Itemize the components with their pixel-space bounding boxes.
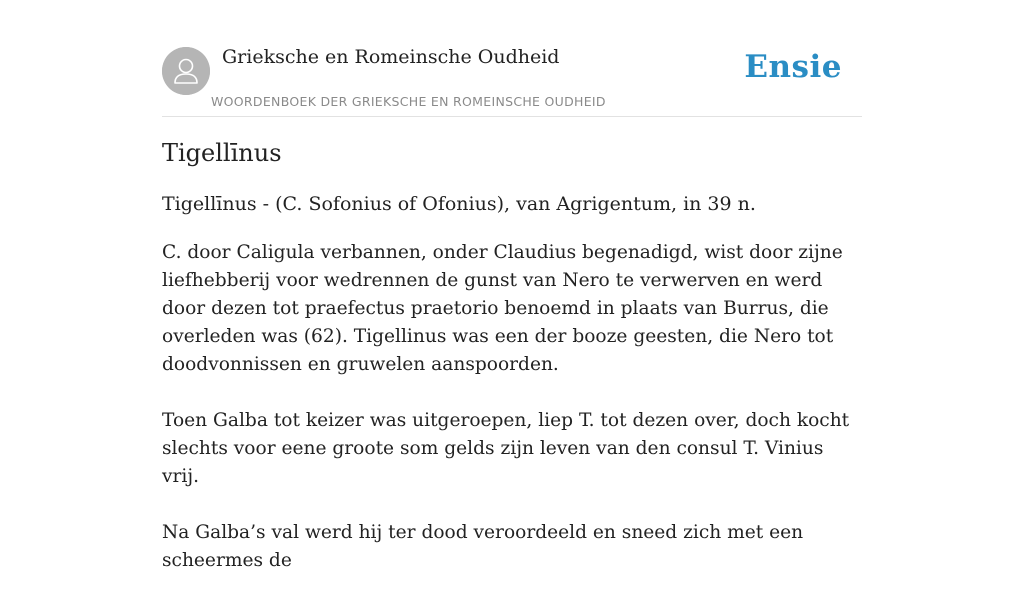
header	[162, 0, 862, 117]
entry-paragraph-1: C. door Caligula verbannen, onder Claudius begenadigd, wist door zijne liefhebberij voor wedrennen de gunst van Nero te verwerven en werd door dezen tot praefectus praetorio benoemd in plaats van Burrus, die overleden was (62). Tigellinus was een der booze geesten, die Nero tot doodvonnissen en gruwelen aanspoorden.	[162, 242, 843, 375]
source-subtitle: WOORDENBOEK DER GRIEKSCHE EN ROMEINSCHE OUDHEID	[211, 94, 606, 109]
entry-paragraph-3: Na Galba’s val werd hij ter dood veroordeeld en sneed zich met een scheermes de	[162, 522, 804, 571]
source-title-link[interactable]: Grieksche en Romeinsche Oudheid	[222, 46, 560, 68]
page-title: Tigellīnus	[162, 139, 282, 167]
ensie-logo[interactable]: Ensie	[744, 49, 842, 85]
page	[162, 0, 862, 571]
entry-body	[162, 239, 862, 603]
user-avatar-icon[interactable]	[162, 47, 210, 95]
entry-lead: Tigellīnus - (C. Sofonius of Ofonius), van Agrigentum, in 39 n.	[162, 193, 756, 215]
person-outline-icon	[162, 47, 210, 95]
entry-paragraph-2: Toen Galba tot keizer was uitgeroepen, liep T. tot dezen over, doch kocht slechts voor eene groote som gelds zijn leven van den consul T. Vinius vrij.	[162, 410, 850, 487]
